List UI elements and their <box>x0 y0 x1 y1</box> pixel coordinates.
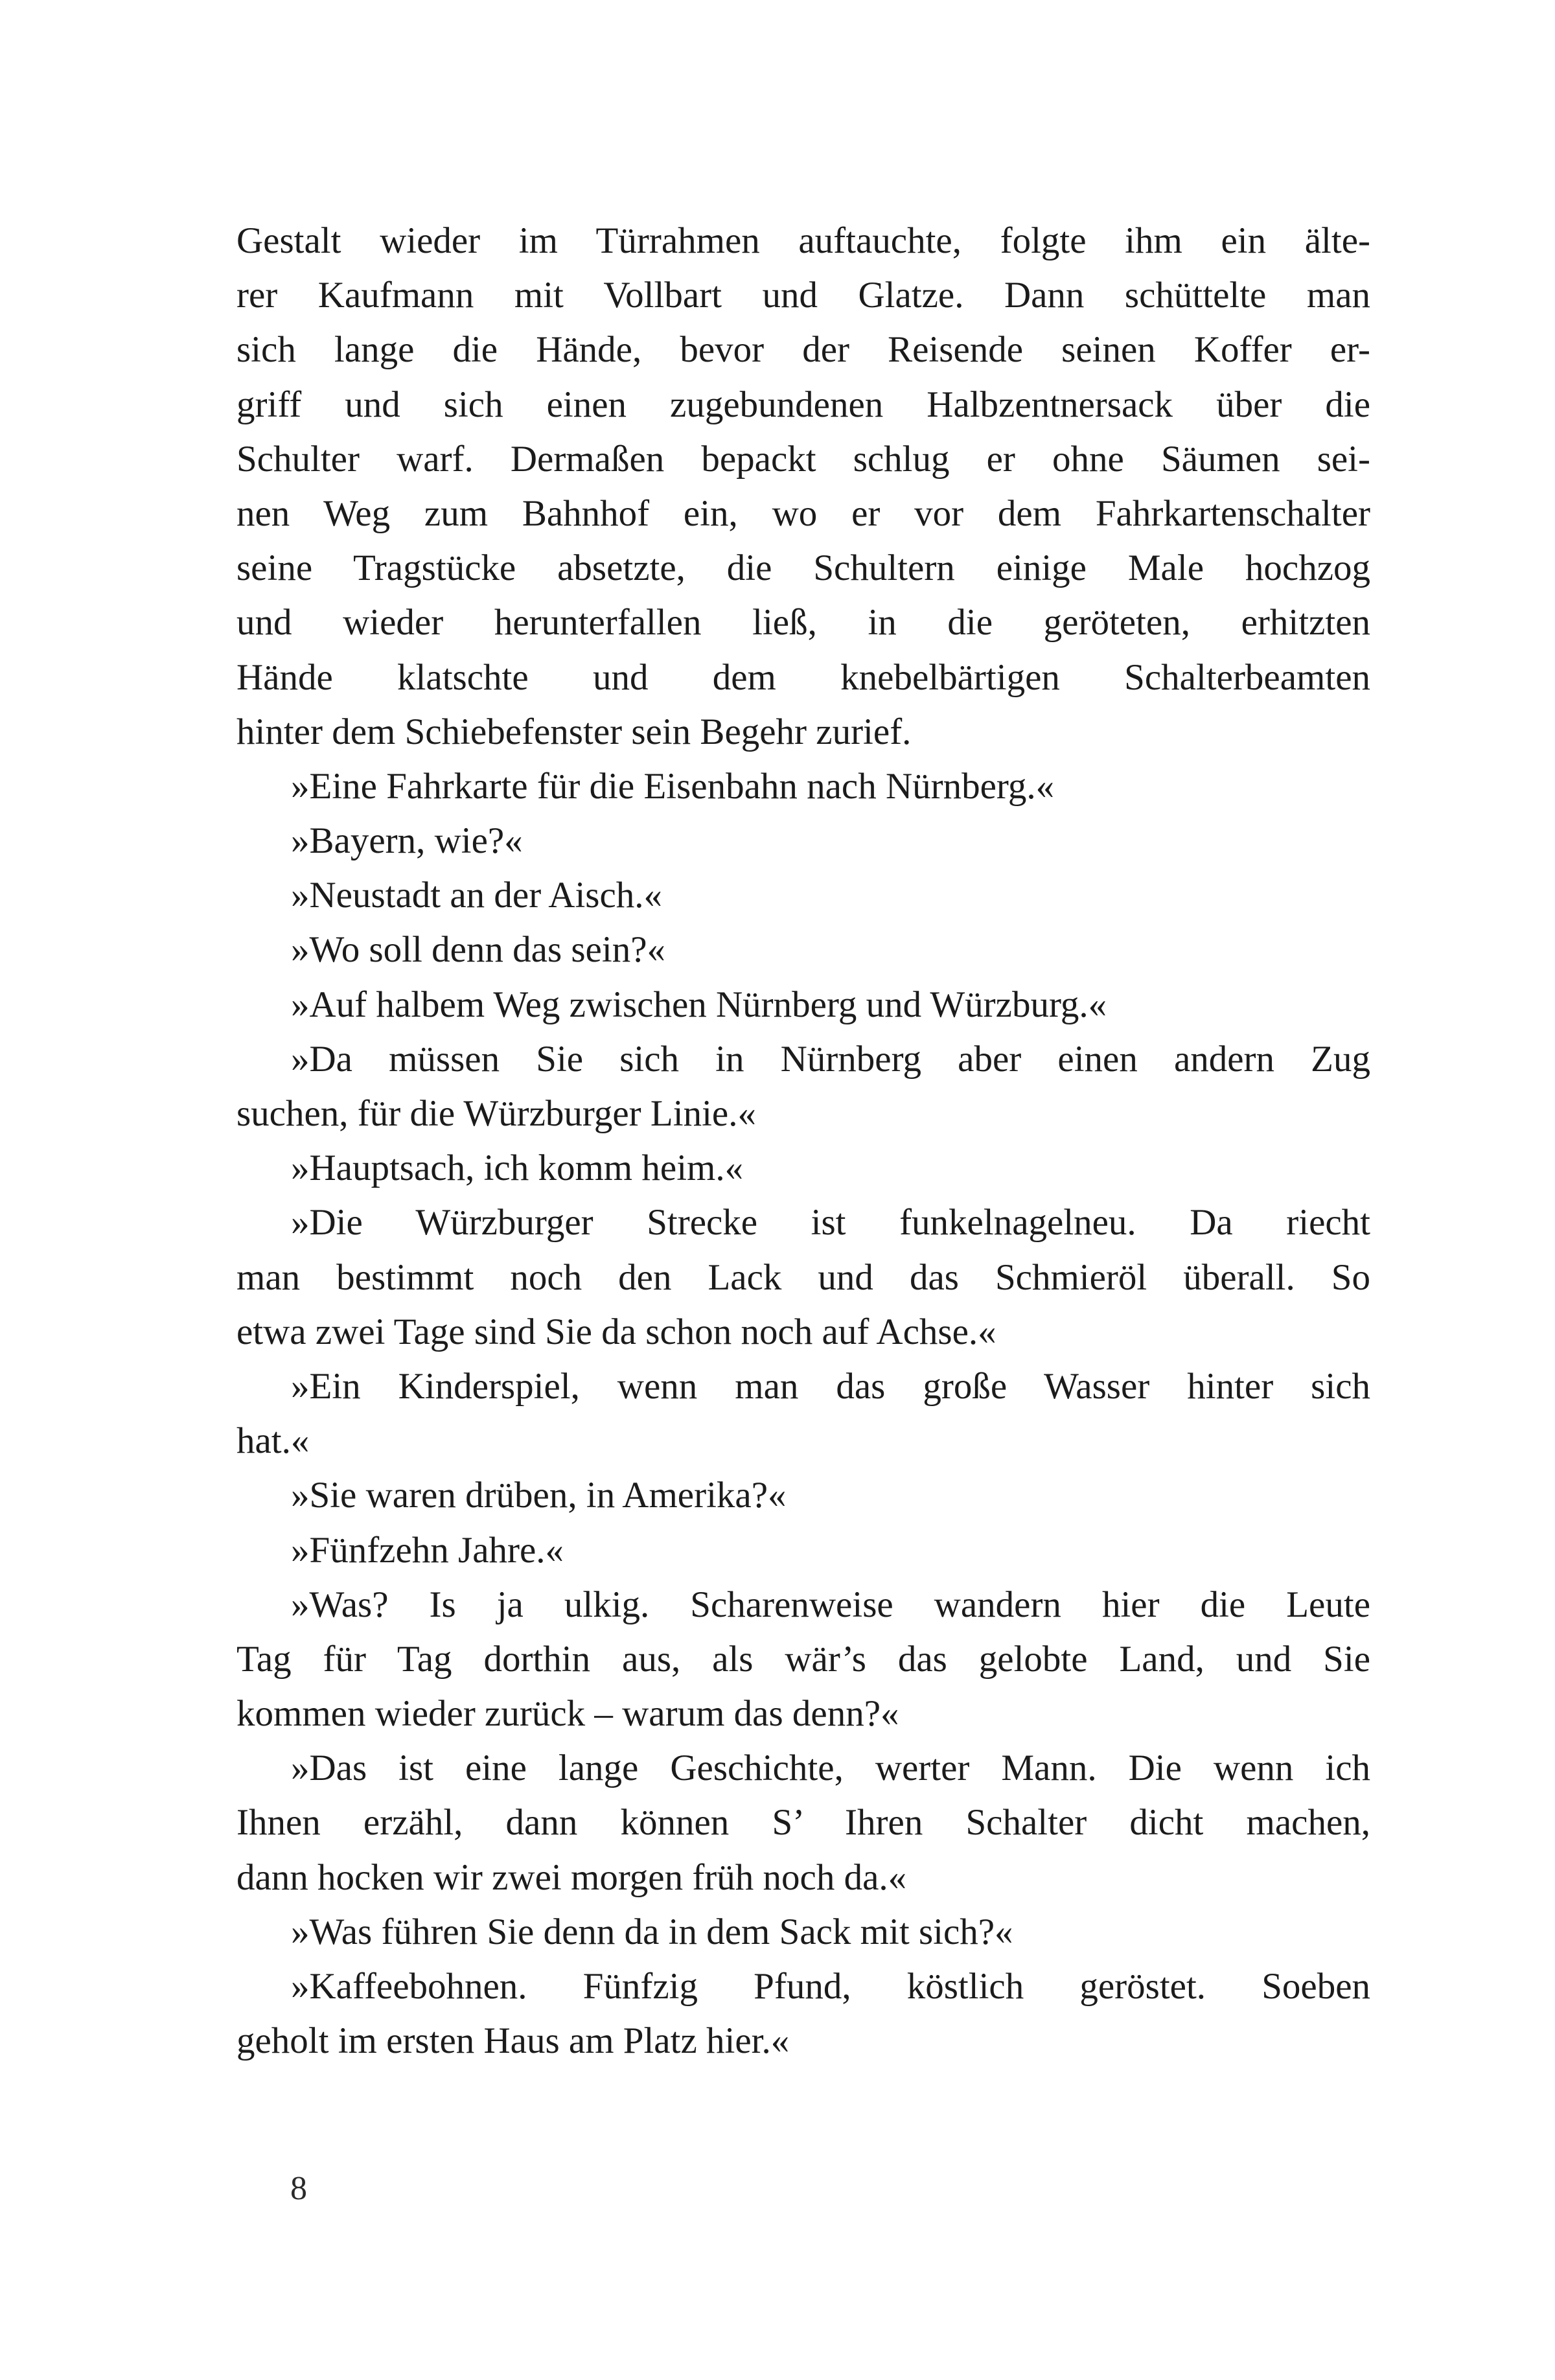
text-line: Schulter warf. Dermaßen bepackt schlug er ohne Säumen sei- <box>236 438 1370 479</box>
paragraph <box>236 1905 1370 1959</box>
text-line: suchen, für die Würzburger Linie.« <box>236 1093 756 1134</box>
text-line: hat.« <box>236 1420 310 1462</box>
paragraph <box>236 759 1370 814</box>
text-line: »Das ist eine lange Geschichte, werter Mann. Die wenn ich <box>291 1748 1370 1789</box>
paragraph <box>236 1196 1370 1359</box>
paragraph <box>236 1959 1370 2068</box>
text-line: »Kaffeebohnen. Fünfzig Pfund, köstlich geröstet. Soeben <box>291 1966 1370 2007</box>
text-line: und wieder herunterfallen ließ, in die geröteten, erhitzten <box>236 602 1370 643</box>
paragraph <box>236 1741 1370 1905</box>
paragraph <box>236 978 1370 1032</box>
text-line: »Bayern, wie?« <box>291 820 523 862</box>
text-line: »Was führen Sie denn da in dem Sack mit sich?« <box>291 1911 1013 1952</box>
text-line: »Ein Kinderspiel, wenn man das große Wasser hinter sich <box>291 1365 1370 1407</box>
text-line: griff und sich einen zugebundenen Halbzentnersack über die <box>236 384 1370 425</box>
text-line: »Da müssen Sie sich in Nürnberg aber einen andern Zug <box>291 1038 1370 1080</box>
text-line: dann hocken wir zwei morgen früh noch da.« <box>236 1856 907 1898</box>
page-number: 8 <box>290 2170 307 2207</box>
paragraph <box>236 814 1370 868</box>
text-line: »Hauptsach, ich komm heim.« <box>291 1148 744 1189</box>
paragraph <box>236 1468 1370 1523</box>
text-line: Hände klatschte und dem knebelbärtigen Schalterbeamten <box>236 656 1370 698</box>
paragraph <box>236 1359 1370 1468</box>
text-line: »Was? Is ja ulkig. Scharenweise wandern hier die Leute <box>291 1584 1370 1625</box>
paragraph <box>236 1523 1370 1578</box>
paragraph <box>236 1141 1370 1196</box>
text-line: »Fünfzehn Jahre.« <box>291 1529 564 1571</box>
text-line: Ihnen erzähl, dann können S’ Ihren Schalter dicht machen, <box>236 1802 1370 1843</box>
text-line: etwa zwei Tage sind Sie da schon noch auf Achse.« <box>236 1311 996 1352</box>
text-line: nen Weg zum Bahnhof ein, wo er vor dem Fahrkartenschalter <box>236 492 1370 534</box>
paragraph <box>236 1578 1370 1742</box>
text-line: »Neustadt an der Aisch.« <box>291 875 663 916</box>
text-line: hinter dem Schiebefenster sein Begehr zurief. <box>236 711 912 752</box>
paragraph <box>236 923 1370 977</box>
text-line: geholt im ersten Haus am Platz hier.« <box>236 2020 790 2062</box>
text-line: »Eine Fahrkarte für die Eisenbahn nach Nürnberg.« <box>291 765 1055 807</box>
text-line: Tag für Tag dorthin aus, als wär’s das gelobte Land, und Sie <box>236 1638 1370 1680</box>
paragraph <box>236 868 1370 923</box>
text-line: »Die Würzburger Strecke ist funkelnagelneu. Da riecht <box>291 1202 1370 1243</box>
body-text <box>236 214 1370 2068</box>
text-line: Gestalt wieder im Türrahmen auftauchte, folgte ihm ein älte- <box>236 220 1370 261</box>
text-line: kommen wieder zurück – warum das denn?« <box>236 1693 899 1735</box>
text-line: »Wo soll denn das sein?« <box>291 929 665 971</box>
text-line: »Auf halbem Weg zwischen Nürnberg und Würzburg.« <box>291 984 1107 1025</box>
text-line: man bestimmt noch den Lack und das Schmieröl überall. So <box>236 1256 1370 1298</box>
paragraph <box>236 1032 1370 1141</box>
text-line: »Sie waren drüben, in Amerika?« <box>291 1475 787 1516</box>
text-line: seine Tragstücke absetzte, die Schultern einige Male hochzog <box>236 548 1370 589</box>
paragraph <box>236 214 1370 759</box>
text-line: sich lange die Hände, bevor der Reisende seinen Koffer er- <box>236 329 1370 371</box>
text-line: rer Kaufmann mit Vollbart und Glatze. Dann schüttelte man <box>236 275 1370 316</box>
